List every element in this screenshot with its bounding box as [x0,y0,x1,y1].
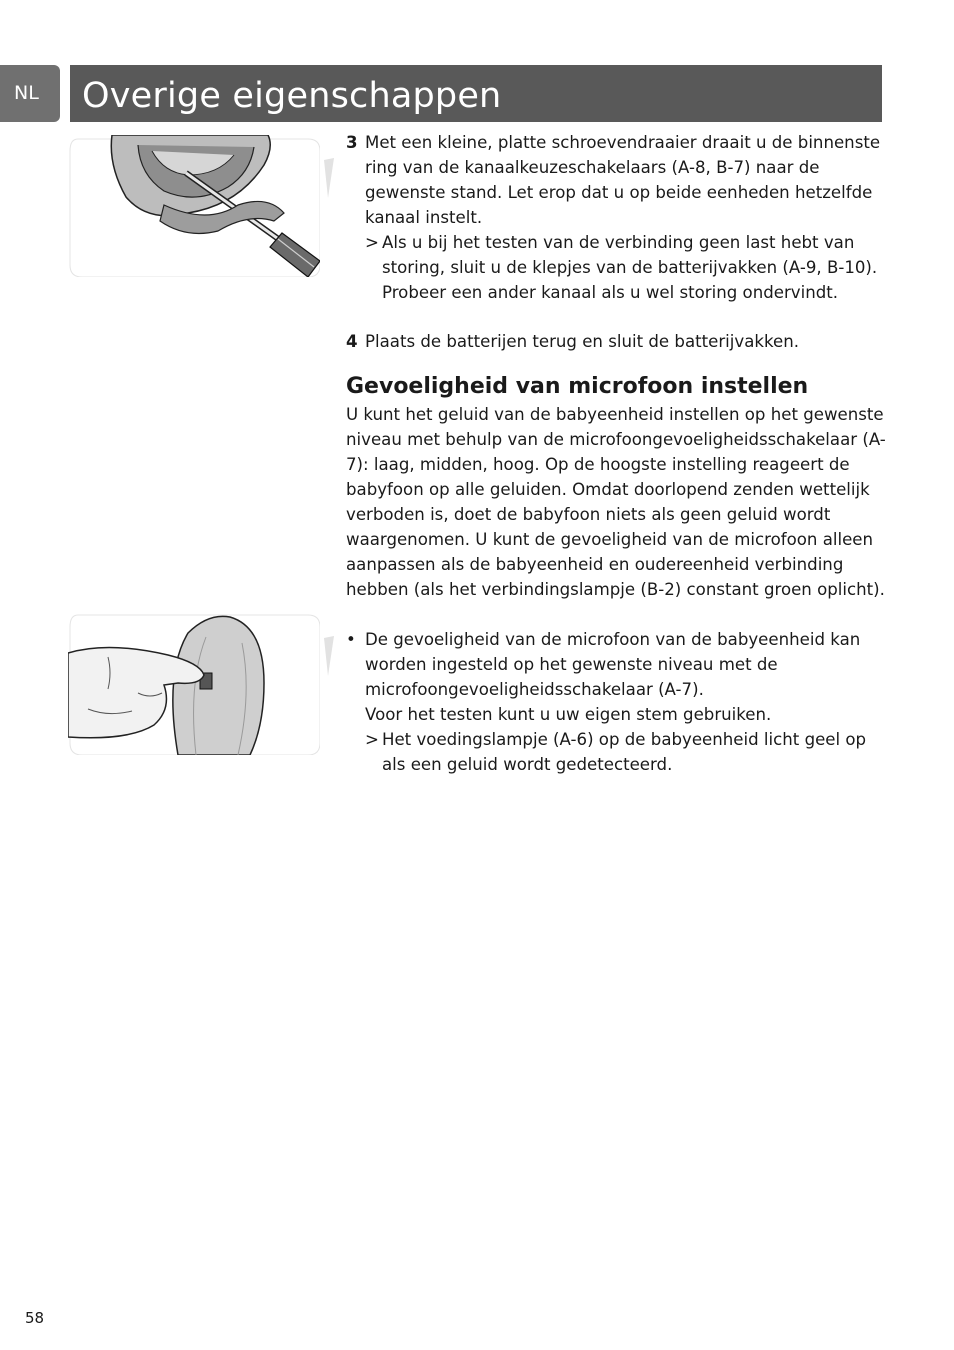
step-text: Met een kleine, platte schroevendraaier draait u de binnenste ring van de kanaalkeuzeschakelaars (A-8, B-7) naar de gewenste stand. Let erop dat u op beide eenheden hetzelfde kanaal instelt. [365,133,881,227]
step-number: 4 [346,332,358,351]
result-marker: > [365,730,379,749]
bullet-item [346,627,886,777]
finger-pressing-switch-illustration [68,613,320,755]
step-number: 3 [346,133,358,152]
bullet-result: Het voedingslampje (A-6) op de babyeenheid licht geel op als een geluid wordt gedetecteerd. [382,730,867,774]
language-tab: NL [0,65,60,122]
decorative-wedge [320,158,334,198]
bullet-text: De gevoeligheid van de microfoon van de babyeenheid kan worden ingesteld op het gewenste niveau met de microfoongevoeligheidsschakelaar (A-7). [365,630,861,699]
page-title: Overige eigenschappen [82,76,502,116]
step-result: Als u bij het testen van de verbinding geen last hebt van storing, sluit u de klepjes van de batterijvakken (A-9, B-10). Probeer een ander kanaal als u wel storing ondervindt. [382,233,878,302]
page-number: 58 [25,1309,45,1327]
section-paragraph [346,402,886,602]
bullet-continued-text: Voor het testen kunt u uw eigen stem gebruiken. [365,705,772,724]
decorative-wedge [320,636,334,676]
result-marker: > [365,233,379,252]
step-3 [346,130,886,305]
screwdriver-channel-switch-illustration [68,135,320,277]
bullet-marker: • [346,630,356,649]
step-text: Plaats de batterijen terug en sluit de batterijvakken. [365,332,799,351]
section-heading: Gevoeligheid van microfoon instellen [346,374,809,399]
step-4 [346,329,886,354]
paragraph-text: U kunt het geluid van de babyeenheid instellen op het gewenste niveau met behulp van de microfoongevoeligheidsschakelaar (A-7): laag, midden, hoog. Op de hoogste instelling reageert de babyfoon op alle geluiden. Omdat doorlopend zenden wettelijk verboden is, doet de babyfoon niets als geen geluid wordt waargenomen. U kunt de gevoeligheid van de microfoon alleen aanpassen als de babyeenheid en oudereenheid verbinding hebben (als het verbindingslampje (B-2) constant groen oplicht). [346,405,886,599]
title-bar [70,65,882,122]
